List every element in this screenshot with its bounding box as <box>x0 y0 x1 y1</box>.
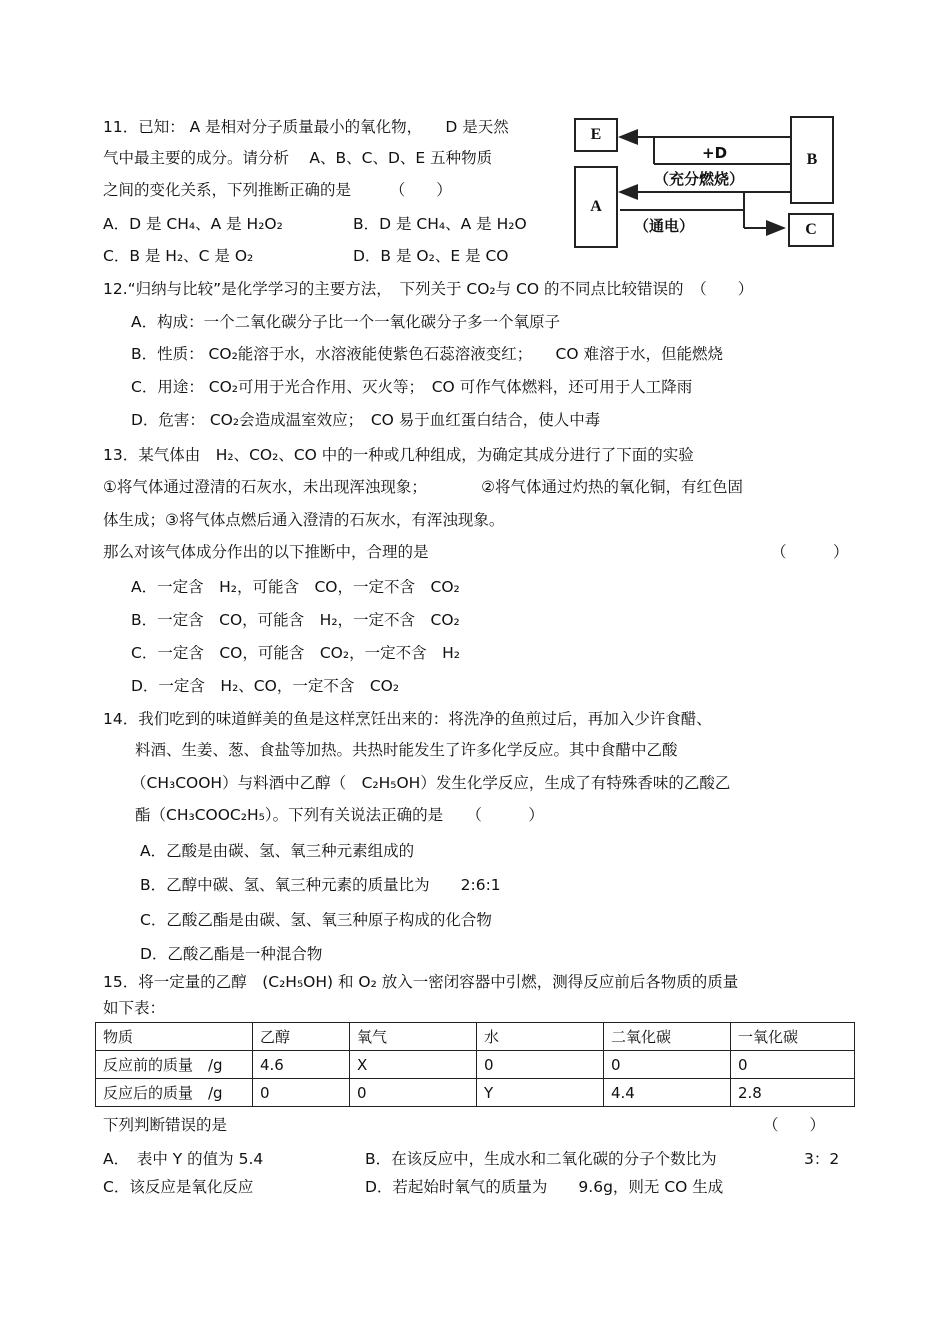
q15-option-b: B．在该反应中，生成水和二氧化碳的分子个数比为 <box>365 1150 717 1168</box>
table-cell: Y <box>477 1079 604 1107</box>
q13-option-d: D．一定含 H₂、CO，一定不含 CO₂ <box>131 677 400 695</box>
table-header-cell: 物质 <box>96 1023 253 1051</box>
q15-answer-paren: （ ） <box>763 1116 826 1134</box>
q12-option-c: C．用途： CO₂可用于光合作用、灭火等； CO 可作气体燃料，还可用于人工降雨 <box>131 378 693 396</box>
q14-option-c: C．乙酸乙酯是由碳、氢、氧三种原子构成的化合物 <box>140 911 492 929</box>
table-row <box>96 1051 855 1079</box>
q11-option-c: C．B 是 H₂、C 是 O₂ <box>103 247 254 265</box>
q11-option-a: A．D 是 CH₄、A 是 H₂O₂ <box>103 215 283 233</box>
table-cell: 2.8 <box>731 1079 855 1107</box>
q11-option-b: B．D 是 CH₄、A 是 H₂O <box>353 215 527 233</box>
q11-option-d: D．B 是 O₂、E 是 CO <box>353 247 509 265</box>
q15-option-c: C．该反应是氧化反应 <box>103 1178 254 1196</box>
table-row <box>96 1079 855 1107</box>
box-b <box>790 116 834 204</box>
table-header-cell: 氧气 <box>350 1023 477 1051</box>
box-e-label: E <box>590 126 602 143</box>
table-header-cell: 水 <box>477 1023 604 1051</box>
table-header-cell: 乙醇 <box>253 1023 350 1051</box>
table-cell: 4.4 <box>604 1079 731 1107</box>
label-plus-d: +D <box>702 144 728 162</box>
box-e <box>574 118 618 152</box>
table-cell: X <box>350 1051 477 1079</box>
q14-option-a: A．乙酸是由碳、氢、氧三种元素组成的 <box>140 842 415 860</box>
q14-line3: （CH₃COOH）与料酒中乙醇（ C₂H₅OH）发生化学反应，生成了有特殊香味的乙酸乙 <box>131 774 731 792</box>
q14-option-b: B．乙醇中碳、氢、氧三种元素的质量比为 2:6:1 <box>140 876 501 894</box>
table-cell: 0 <box>604 1051 731 1079</box>
box-a <box>574 166 618 248</box>
q13-line3: 体生成；③将气体点燃后通入澄清的石灰水，有浑浊现象。 <box>103 511 505 529</box>
q12-stem: 12.“归纳与比较”是化学学习的主要方法， 下列关于 CO₂与 CO 的不同点比较错误的 （ ） <box>103 280 754 298</box>
q15-option-d: D．若起始时氧气的质量为 9.6g，则无 CO 生成 <box>365 1178 724 1196</box>
q15-line1: 15．将一定量的乙醇 (C₂H₅OH) 和 O₂ 放入一密闭容器中引燃，测得反应前后各物质的质量 <box>103 973 739 991</box>
table-header-cell: 二氧化碳 <box>604 1023 731 1051</box>
table-cell: 0 <box>253 1079 350 1107</box>
q14-line4: 酯（CH₃COOC₂H₅）。下列有关说法正确的是 （ ） <box>135 806 544 824</box>
table-cell: 反应前的质量 /g <box>96 1051 253 1079</box>
q13-answer-paren: （ ） <box>771 543 849 561</box>
table-cell: 4.6 <box>253 1051 350 1079</box>
box-c-label: C <box>805 221 817 238</box>
reaction-diagram <box>572 114 834 248</box>
q14-line2: 料酒、生姜、葱、食盐等加热。共热时能发生了许多化学反应。其中食醋中乙酸 <box>135 741 678 759</box>
label-electrolysis: （通电） <box>634 217 695 235</box>
q15-option-a: A． 表中 Y 的值为 5.4 <box>103 1150 264 1168</box>
mass-table <box>95 1022 855 1107</box>
q12-option-d: D．危害： CO₂会造成温室效应； CO 易于血红蛋白结合，使人中毒 <box>131 411 601 429</box>
box-b-label: B <box>806 151 818 168</box>
q13-line2: ①将气体通过澄清的石灰水，未出现浑浊现象； ②将气体通过灼热的氧化铜，有红色固 <box>103 478 744 496</box>
box-a-label: A <box>590 198 602 215</box>
box-c <box>788 213 834 247</box>
q13-line4: 那么对该气体成分作出的以下推断中，合理的是 <box>103 543 429 561</box>
q14-line1: 14．我们吃到的味道鲜美的鱼是这样烹饪出来的：将洗净的鱼煎过后，再加入少许食醋、 <box>103 710 712 728</box>
label-burn: （充分燃烧） <box>654 170 745 188</box>
q12-option-a: A．构成：一个二氧化碳分子比一个一氧化碳分子多一个氧原子 <box>131 313 561 331</box>
q13-option-c: C．一定含 CO，可能含 CO₂，一定不含 H₂ <box>131 644 460 662</box>
table-cell: 0 <box>731 1051 855 1079</box>
table-header-cell: 一氧化碳 <box>731 1023 855 1051</box>
q13-option-b: B．一定含 CO，可能含 H₂，一定不含 CO₂ <box>131 611 460 629</box>
q13-stem: 13．某气体由 H₂、CO₂、CO 中的一种或几种组成，为确定其成分进行了下面的实验 <box>103 446 694 464</box>
q15-option-b-ratio: 3：2 <box>804 1150 840 1168</box>
q15-line2: 如下表： <box>103 999 166 1017</box>
q11-line1: 11．已知： A 是相对分子质量最小的氧化物， D 是天然 <box>103 118 509 136</box>
q14-option-d: D．乙酸乙酯是一种混合物 <box>140 945 323 963</box>
table-cell: 0 <box>477 1051 604 1079</box>
q11-line2: 气中最主要的成分。请分析 A、B、C、D、E 五种物质 <box>103 149 493 167</box>
table-header-row <box>96 1023 855 1051</box>
q11-line3: 之间的变化关系，下列推断正确的是 （ ） <box>103 181 452 199</box>
table-cell: 0 <box>350 1079 477 1107</box>
table-cell: 反应后的质量 /g <box>96 1079 253 1107</box>
q15-after-table: 下列判断错误的是 <box>103 1116 228 1134</box>
q12-option-b: B．性质： CO₂能溶于水，水溶液能使紫色石蕊溶液变红； CO 难溶于水，但能燃烧 <box>131 345 723 363</box>
q13-option-a: A．一定含 H₂，可能含 CO，一定不含 CO₂ <box>131 578 460 596</box>
